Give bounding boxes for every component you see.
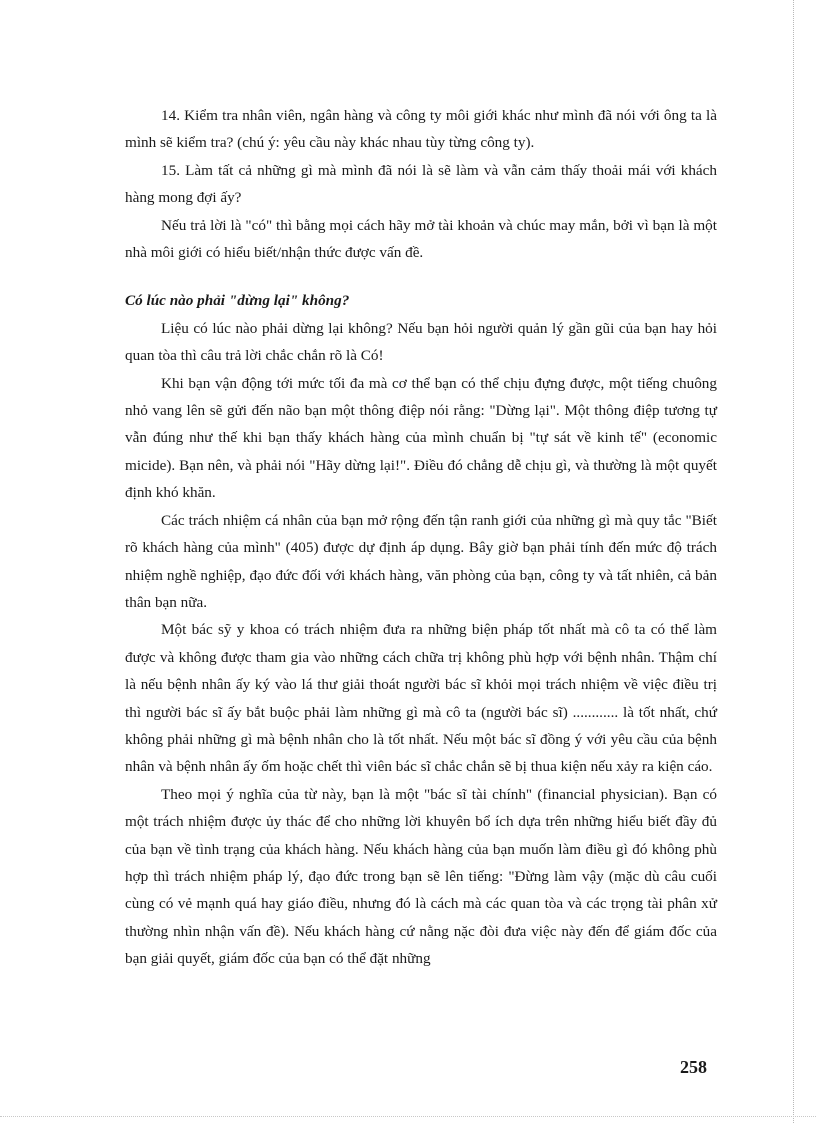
paragraph-stop-question: Liệu có lúc nào phải dừng lại không? Nếu bạn hỏi người quản lý gần gũi của bạn hay hỏi quan tòa thì câu trả lời chắc chắn rõ là Có! [125,319,717,365]
page-number: 258 [680,1057,707,1077]
paragraph-doctor-analogy: Một bác sỹ y khoa có trách nhiệm đưa ra những biện pháp tốt nhất mà cô ta có thể làm được và không được tham gia vào những cách chữa trị không phù hợp với bệnh nhân. Thậm chí là nếu bệnh nhân ấy ký vào lá thư giải thoát người bác sĩ khỏi mọi trách nhiệm về việc điều trị thì người bác sĩ ấy bắt buộc phải làm những gì mà cô ta (người bác sĩ) ............ là tốt nhất, chứ không phải những gì mà bệnh nhân cho là tốt nhất. Nếu một bác sĩ đồng ý với yêu cầu của bệnh nhân và bệnh nhân ấy ốm hoặc chết thì viên bác sĩ chắc chắn sẽ bị thua kiện nếu xảy ra kiện cáo. [125,621,717,776]
document-body [125,102,717,973]
section-heading: Có lúc nào phải "dừng lại" không? [125,292,350,310]
page-edge-bottom [0,1116,816,1117]
paragraph-stop-signal: Khi bạn vận động tới mức tối đa mà cơ thể bạn có thể chịu đựng được, một tiếng chuông nhỏ vang lên sẽ gửi đến não bạn một thông điệp nói rằng: "Dừng lại". Một thông điệp tương tự vẫn đúng như thế khi bạn thấy khách hàng của mình chuẩn bị "tự sát về kinh tế" (economic micide). Bạn nên, và phải nói "Hãy dừng lại!". Điều đó chẳng dễ chịu gì, và thường là một quyết định khó khăn. [125,374,717,502]
paragraph-item-15: 15. Làm tất cả những gì mà mình đã nói là sẽ làm và vẫn cảm thấy thoải mái với khách hàng mong đợi ấy? [125,161,717,207]
page-edge-right [793,0,794,1123]
paragraph-item-14: 14. Kiểm tra nhân viên, ngân hàng và công ty môi giới khác như mình đã nói với ông ta là mình sẽ kiểm tra? (chú ý: yêu cầu này khác nhau tùy từng công ty). [125,107,717,152]
paragraph-conclusion: Nếu trả lời là "có" thì bằng mọi cách hãy mở tài khoản và chúc may mắn, bởi vì bạn là một nhà môi giới có hiểu biết/nhận thức được vấn đề. [125,216,717,262]
paragraph-financial-physician: Theo mọi ý nghĩa của từ này, bạn là một "bác sĩ tài chính" (financial physician). Bạn có một trách nhiệm được ủy thác để cho những lời khuyên bổ ích dựa trên những hiểu biết đầy đủ của bạn về tình trạng của khách hàng. Nếu khách hàng của bạn muốn làm điều gì đó không phù hợp thì trách nhiệm pháp lý, đạo đức trong bạn sẽ lên tiếng: "Đừng làm vậy (mặc dù câu cuối cùng có vẻ mạnh quá hay giáo điều, nhưng đó là cách mà các quan tòa và các trọng tài phân xử thường nhìn nhận vấn đề). Nếu khách hàng cứ nằng nặc đòi đưa việc này đến để giám đốc của bạn giải quyết, giám đốc của bạn có thể đặt những [125,785,717,968]
paragraph-responsibilities: Các trách nhiệm cá nhân của bạn mở rộng đến tận ranh giới của những gì mà quy tắc "Biết rõ khách hàng của mình" (405) được dự định áp dụng. Bây giờ bạn phải tính đến mức độ trách nhiệm nghề nghiệp, đạo đức đối với khách hàng, văn phòng của bạn, công ty và tất nhiên, cả bản thân bạn nữa. [125,511,717,611]
